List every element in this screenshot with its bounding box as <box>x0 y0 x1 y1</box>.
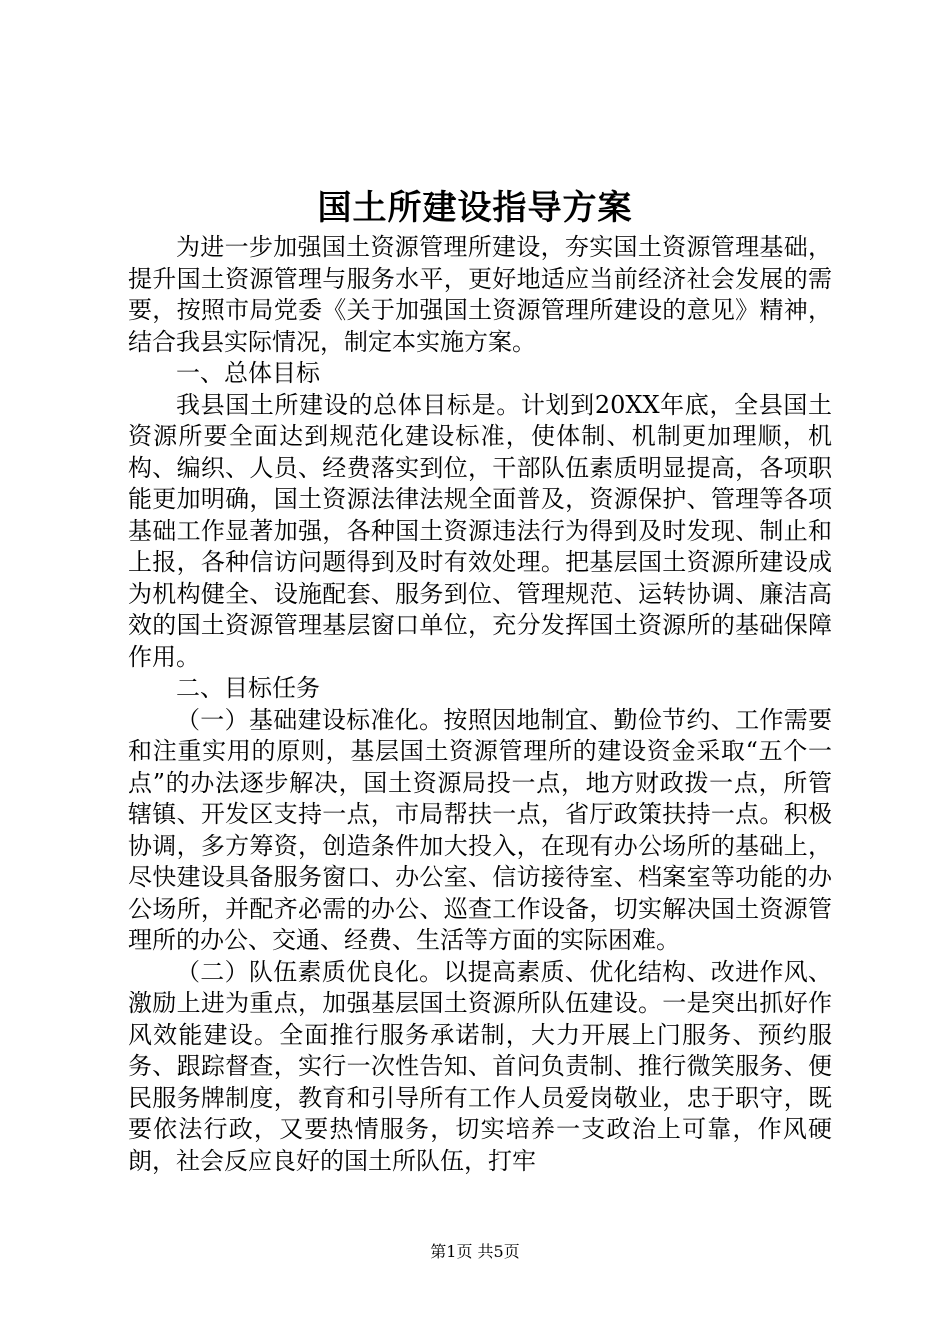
paragraph-overall-goal: 我县国土所建设的总体目标是。计划到20XX年底，全县国土资源所要全面达到规范化建设标准，使体制、机制更加理顺，机构、编织、人员、经费落实到位，干部队伍素质明显提高，各项职能更加明确，国土资源法律法规全面普及，资源保护、管理等各项基础工作显著加强，各种国土资源违法行为得到及时发现、制止和上报，各种信访问题得到及时有效处理。把基层国土资源所建设成为机构健全、设施配套、服务到位、管理规范、运转协调、廉洁高效的国土资源管理基层窗口单位，充分发挥国土资源所的基础保障作用。 <box>128 390 832 671</box>
paragraph-intro: 为进一步加强国土资源管理所建设，夯实国土资源管理基础，提升国土资源管理与服务水平，更好地适应当前经济社会发展的需要，按照市局党委《关于加强国土资源管理所建设的意见》精神，结合我县实际情况，制定本实施方案。 <box>128 233 832 356</box>
document-title: 国土所建设指导方案 <box>317 188 633 228</box>
page-number-footer: 第1页 共5页 <box>430 1242 520 1261</box>
paragraph-task-one: （一）基础建设标准化。按照因地制宜、勤俭节约、工作需要和注重实用的原则，基层国土资源管理所的建设资金采取“五个一点”的办法逐步解决，国土资源局投一点，地方财政拨一点，所管辖镇、开发区支持一点，市局帮扶一点，省厅政策扶持一点。积极协调，多方筹资，创造条件加大投入，在现有办公场所的基础上，尽快建设具备服务窗口、办公室、信访接待室、档案室等功能的办公场所，并配齐必需的办公、巡查工作设备，切实解决国土资源管理所的办公、交通、经费、生活等方面的实际困难。 <box>128 705 832 954</box>
section-heading-tasks: 二、目标任务 <box>176 674 320 702</box>
paragraph-task-two: （二）队伍素质优良化。以提高素质、优化结构、改进作风、激励上进为重点，加强基层国土资源所队伍建设。一是突出抓好作风效能建设。全面推行服务承诺制，大力开展上门服务、预约服务、跟踪督查，实行一次性告知、首问负责制、推行微笑服务、便民服务牌制度，教育和引导所有工作人员爱岗敬业，忠于职守，既要依法行政，又要热情服务，切实培养一支政治上可靠，作风硬朗，社会反应良好的国土所队伍，打牢 <box>128 957 832 1175</box>
document-body <box>128 232 832 1177</box>
section-heading-overall-goal: 一、总体目标 <box>176 359 320 387</box>
